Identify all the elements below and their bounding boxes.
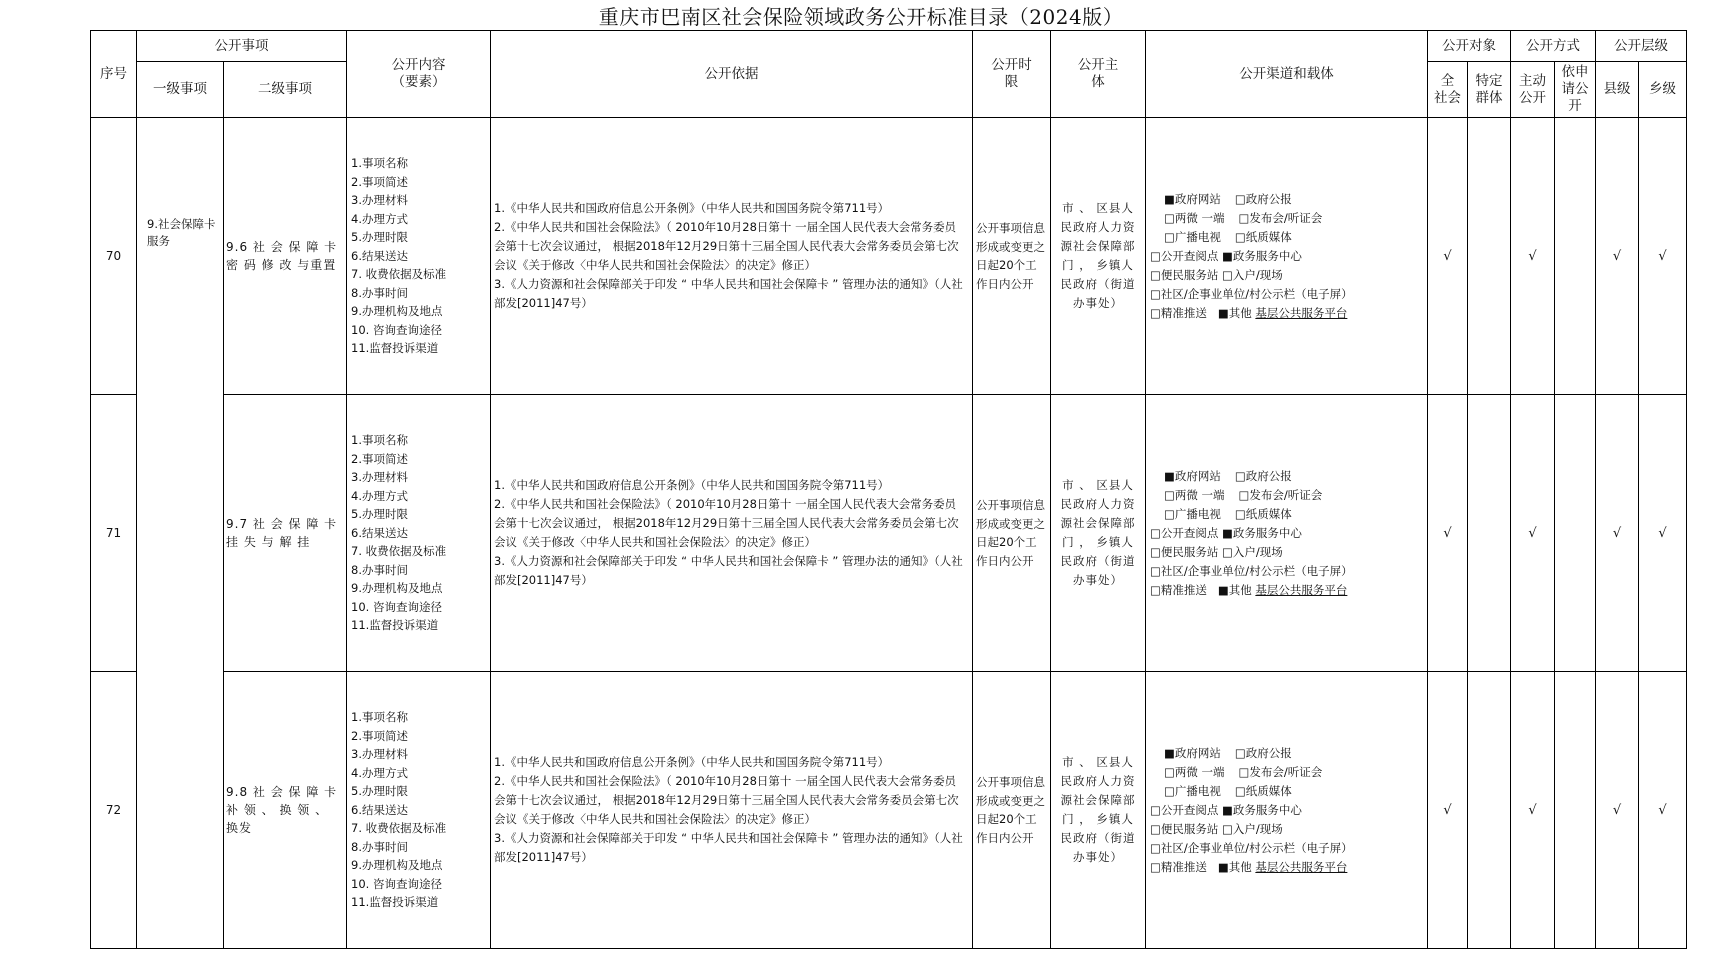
row-time-limit: 公开事项信息形成或变更之日起20个工作日内公开 bbox=[976, 221, 1045, 291]
channel-line bbox=[1150, 782, 1425, 801]
channel-household-site: □入户/现场 bbox=[1222, 267, 1283, 282]
header-method-group: 公开方式 bbox=[1511, 31, 1596, 62]
channel-line bbox=[1150, 266, 1425, 285]
channel-other-value: 基层公共服务平台 bbox=[1255, 859, 1348, 874]
channel-line bbox=[1150, 285, 1425, 304]
row-subject: 市 、 区县人民政府人力资源社会保障部门 ， 乡镇人民政府（街道办事处） bbox=[1060, 201, 1136, 310]
level1-item: 9.社会保障卡服务 bbox=[137, 118, 224, 949]
header-channels: 公开渠道和载体 bbox=[1146, 31, 1428, 118]
channel-paper-media: □纸质媒体 bbox=[1234, 229, 1292, 244]
row-subject-cell bbox=[1051, 118, 1146, 395]
header-time-limit bbox=[973, 31, 1051, 118]
row-target-specific bbox=[1468, 672, 1511, 949]
row-channels bbox=[1146, 467, 1427, 600]
row-level-county: √ bbox=[1596, 672, 1639, 949]
header-seq: 序号 bbox=[91, 31, 137, 118]
channel-line bbox=[1150, 467, 1425, 486]
channel-gov-gazette: □政府公报 bbox=[1234, 745, 1292, 760]
header-target-all-text: 全 社会 bbox=[1434, 72, 1461, 106]
channel-line bbox=[1150, 524, 1425, 543]
table-row bbox=[91, 672, 1687, 949]
channel-line bbox=[1150, 505, 1425, 524]
row-level-county: √ bbox=[1596, 118, 1639, 395]
row-basis: 1.《中华人民共和国政府信息公开条例》（中华人民共和国国务院令第711号） 2.《中华人民共和国社会保险法》（ 2010年10月28日第十 一届全国人民代表大会常务委员会第十七次会议通过， 根据2018年12月29日第十三届全国人民代表大会常务委员会第七次会议《关于修改〈中华人民共和国社会保险法〉的决定》修正） 3.《人力资源和社会保障部关于印发 “ 中华人民共和国社会保障卡 ” 管理办法的通知》（人社部发[2011]47号） bbox=[494, 478, 963, 587]
header-level2: 二级事项 bbox=[224, 62, 347, 118]
row-method-request bbox=[1555, 395, 1596, 672]
row-method-active: √ bbox=[1511, 118, 1555, 395]
header-content bbox=[347, 31, 491, 118]
row-subject: 市 、 区县人民政府人力资源社会保障部门 ， 乡镇人民政府（街道办事处） bbox=[1060, 755, 1136, 864]
row-seq: 70 bbox=[91, 118, 137, 395]
channel-community-board: □社区/企事业单位/村公示栏（电子屏） bbox=[1150, 286, 1353, 301]
channel-other-value: 基层公共服务平台 bbox=[1255, 305, 1348, 320]
row-seq: 71 bbox=[91, 395, 137, 672]
channel-service-center: ■政务服务中心 bbox=[1222, 248, 1302, 263]
channel-line bbox=[1150, 839, 1425, 858]
channel-community-board: □社区/企事业单位/村公示栏（电子屏） bbox=[1150, 840, 1353, 855]
row-basis-cell bbox=[491, 672, 973, 949]
row-content-cell bbox=[347, 672, 491, 949]
channel-two-micro: □两微 一端 bbox=[1164, 487, 1225, 502]
row-level2-item: 9.7 社 会 保 障 卡 挂 失 与 解 挂 bbox=[224, 395, 347, 672]
channel-press-hearing: □发布会/听证会 bbox=[1238, 764, 1323, 779]
channel-other-value: 基层公共服务平台 bbox=[1255, 582, 1348, 597]
channel-line bbox=[1150, 801, 1425, 820]
header-basis: 公开依据 bbox=[491, 31, 973, 118]
channel-service-center: ■政务服务中心 bbox=[1222, 525, 1302, 540]
channel-press-hearing: □发布会/听证会 bbox=[1238, 210, 1323, 225]
row-level-town: √ bbox=[1639, 118, 1687, 395]
row-channels-cell bbox=[1146, 672, 1428, 949]
row-time-limit-cell bbox=[973, 395, 1051, 672]
header-method-active-text: 主动 公开 bbox=[1519, 72, 1546, 106]
row-target-specific bbox=[1468, 118, 1511, 395]
channel-two-micro: □两微 一端 bbox=[1164, 210, 1225, 225]
channel-precise-push: □精准推送 bbox=[1150, 859, 1207, 874]
channel-line bbox=[1150, 581, 1425, 600]
channel-line bbox=[1150, 247, 1425, 266]
channel-gov-website: ■政府网站 bbox=[1164, 468, 1221, 483]
channel-household-site: □入户/现场 bbox=[1222, 544, 1283, 559]
row-basis-cell bbox=[491, 395, 973, 672]
channel-precise-push: □精准推送 bbox=[1150, 305, 1207, 320]
row-level-county: √ bbox=[1596, 395, 1639, 672]
channel-two-micro: □两微 一端 bbox=[1164, 764, 1225, 779]
header-level-town: 乡级 bbox=[1639, 62, 1687, 118]
channel-line bbox=[1150, 543, 1425, 562]
channel-line bbox=[1150, 744, 1425, 763]
channel-public-reading: □公开查阅点 bbox=[1150, 802, 1219, 817]
row-level-town: √ bbox=[1639, 395, 1687, 672]
header-content-text: 公开内容 （要素） bbox=[391, 57, 446, 90]
row-content: 1.事项名称 2.事项简述 3.办理材料 4.办理方式 5.办理时限 6.结果送达 7. 收费依据及标准 8.办事时间 9.办理机构及地点 10. 咨询查询途径 11.监督投诉渠道 bbox=[351, 156, 447, 356]
channel-public-reading: □公开查阅点 bbox=[1150, 248, 1219, 263]
channel-broadcast-tv: □广播电视 bbox=[1164, 783, 1221, 798]
channel-public-reading: □公开查阅点 bbox=[1150, 525, 1219, 540]
channel-convenience-station: □便民服务站 bbox=[1150, 821, 1219, 836]
header-items-group: 公开事项 bbox=[137, 31, 347, 62]
channel-broadcast-tv: □广播电视 bbox=[1164, 506, 1221, 521]
row-target-specific bbox=[1468, 395, 1511, 672]
row-basis: 1.《中华人民共和国政府信息公开条例》（中华人民共和国国务院令第711号） 2.《中华人民共和国社会保险法》（ 2010年10月28日第十 一届全国人民代表大会常务委员会第十七次会议通过， 根据2018年12月29日第十三届全国人民代表大会常务委员会第七次会议《关于修改〈中华人民共和国社会保险法〉的决定》修正） 3.《人力资源和社会保障部关于印发 “ 中华人民共和国社会保障卡 ” 管理办法的通知》（人社部发[2011]47号） bbox=[494, 201, 963, 310]
channel-line bbox=[1150, 763, 1425, 782]
channel-line bbox=[1150, 209, 1425, 228]
row-time-limit: 公开事项信息形成或变更之日起20个工作日内公开 bbox=[976, 498, 1045, 568]
channel-press-hearing: □发布会/听证会 bbox=[1238, 487, 1323, 502]
channel-gov-gazette: □政府公报 bbox=[1234, 191, 1292, 206]
channel-line bbox=[1150, 820, 1425, 839]
channel-convenience-station: □便民服务站 bbox=[1150, 267, 1219, 282]
row-time-limit-cell bbox=[973, 672, 1051, 949]
row-time-limit-cell bbox=[973, 118, 1051, 395]
header-method-request bbox=[1555, 62, 1596, 118]
row-channels bbox=[1146, 744, 1427, 877]
header-row-1 bbox=[91, 31, 1687, 62]
page-title: 重庆市巴南区社会保险领域政务公开标准目录（2024版） bbox=[598, 5, 1124, 29]
row-content-cell bbox=[347, 118, 491, 395]
row-target-all: √ bbox=[1428, 672, 1468, 949]
channel-line bbox=[1150, 858, 1425, 877]
channel-gov-website: ■政府网站 bbox=[1164, 745, 1221, 760]
header-level-county: 县级 bbox=[1596, 62, 1639, 118]
table-row bbox=[91, 395, 1687, 672]
header-level1: 一级事项 bbox=[137, 62, 224, 118]
header-level-group: 公开层级 bbox=[1596, 31, 1687, 62]
row-content: 1.事项名称 2.事项简述 3.办理材料 4.办理方式 5.办理时限 6.结果送达 7. 收费依据及标准 8.办事时间 9.办理机构及地点 10. 咨询查询途径 11.监督投诉渠道 bbox=[351, 433, 447, 633]
channel-other: ■其他 bbox=[1217, 305, 1252, 320]
header-method-request-text: 依申 请公 开 bbox=[1561, 64, 1589, 114]
row-target-all: √ bbox=[1428, 118, 1468, 395]
table-row bbox=[91, 118, 1687, 395]
channel-other: ■其他 bbox=[1217, 582, 1252, 597]
row-method-request bbox=[1555, 118, 1596, 395]
header-target-all bbox=[1428, 62, 1468, 118]
channel-line bbox=[1150, 190, 1425, 209]
channel-convenience-station: □便民服务站 bbox=[1150, 544, 1219, 559]
header-method-active bbox=[1511, 62, 1555, 118]
channel-line bbox=[1150, 304, 1425, 323]
row-channels bbox=[1146, 190, 1427, 323]
row-time-limit: 公开事项信息形成或变更之日起20个工作日内公开 bbox=[976, 775, 1045, 845]
channel-service-center: ■政务服务中心 bbox=[1222, 802, 1302, 817]
row-seq: 72 bbox=[91, 672, 137, 949]
channel-household-site: □入户/现场 bbox=[1222, 821, 1283, 836]
header-target-specific bbox=[1468, 62, 1511, 118]
channel-gov-gazette: □政府公报 bbox=[1234, 468, 1292, 483]
header-subject-text: 公开主 体 bbox=[1077, 57, 1119, 90]
header-target-group: 公开对象 bbox=[1428, 31, 1511, 62]
channel-precise-push: □精准推送 bbox=[1150, 582, 1207, 597]
row-level-town: √ bbox=[1639, 672, 1687, 949]
row-method-request bbox=[1555, 672, 1596, 949]
row-target-all: √ bbox=[1428, 395, 1468, 672]
header-target-specific-text: 特定 群体 bbox=[1475, 72, 1503, 106]
channel-broadcast-tv: □广播电视 bbox=[1164, 229, 1221, 244]
row-level2-item: 9.6 社 会 保 障 卡 密 码 修 改 与重置 bbox=[224, 118, 347, 395]
channel-line bbox=[1150, 228, 1425, 247]
channel-line bbox=[1150, 486, 1425, 505]
row-subject-cell bbox=[1051, 672, 1146, 949]
header-time-limit-text: 公开时 限 bbox=[991, 57, 1032, 90]
row-method-active: √ bbox=[1511, 672, 1555, 949]
channel-line bbox=[1150, 562, 1425, 581]
channel-community-board: □社区/企事业单位/村公示栏（电子屏） bbox=[1150, 563, 1353, 578]
row-subject: 市 、 区县人民政府人力资源社会保障部门 ， 乡镇人民政府（街道办事处） bbox=[1060, 478, 1136, 587]
row-content: 1.事项名称 2.事项简述 3.办理材料 4.办理方式 5.办理时限 6.结果送达 7. 收费依据及标准 8.办事时间 9.办理机构及地点 10. 咨询查询途径 11.监督投诉渠道 bbox=[351, 710, 447, 910]
channel-other: ■其他 bbox=[1217, 859, 1252, 874]
row-method-active: √ bbox=[1511, 395, 1555, 672]
header-subject bbox=[1051, 31, 1146, 118]
row-channels-cell bbox=[1146, 395, 1428, 672]
row-content-cell bbox=[347, 395, 491, 672]
channel-gov-website: ■政府网站 bbox=[1164, 191, 1221, 206]
channel-paper-media: □纸质媒体 bbox=[1234, 506, 1292, 521]
row-basis: 1.《中华人民共和国政府信息公开条例》（中华人民共和国国务院令第711号） 2.《中华人民共和国社会保险法》（ 2010年10月28日第十 一届全国人民代表大会常务委员会第十七次会议通过， 根据2018年12月29日第十三届全国人民代表大会常务委员会第七次会议《关于修改〈中华人民共和国社会保险法〉的决定》修正） 3.《人力资源和社会保障部关于印发 “ 中华人民共和国社会保障卡 ” 管理办法的通知》（人社部发[2011]47号） bbox=[494, 755, 963, 864]
channel-paper-media: □纸质媒体 bbox=[1234, 783, 1292, 798]
row-subject-cell bbox=[1051, 395, 1146, 672]
row-basis-cell bbox=[491, 118, 973, 395]
row-level2-item: 9.8 社 会 保 障 卡 补 领 、 换 领 、换发 bbox=[224, 672, 347, 949]
row-channels-cell bbox=[1146, 118, 1428, 395]
catalog-table bbox=[90, 30, 1687, 949]
